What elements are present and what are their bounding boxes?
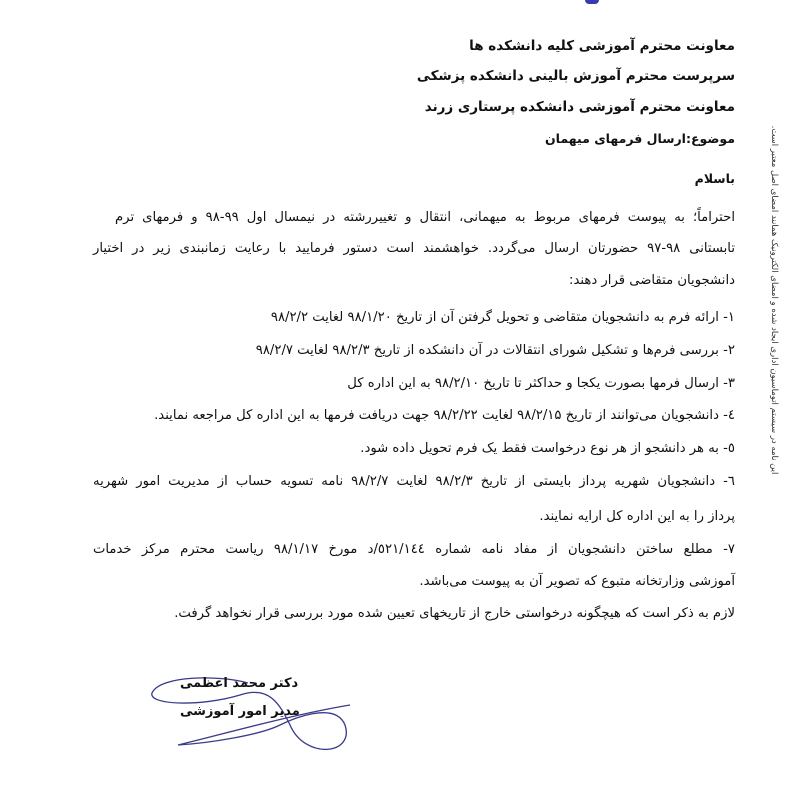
list-item-7: ۷- مطلع ساختن دانشجویان از مفاد نامه شماره ٥۲۱/۱٤٤/د مورخ ۹۸/۱/۱۷ ریاست محترم مرکز خدمات [93, 542, 736, 557]
body-line-3: دانشجویان متقاضی قرار دهند: [569, 273, 735, 288]
list-item-4: ٤- دانشجویان می‌توانند از تاریخ ۹۸/۲/۱۵ لغایت ۹۸/۲/۲۲ جهت دریافت فرمها به این اداره کل مراجعه نمایند. [154, 408, 735, 423]
greeting: باسلام [694, 171, 735, 186]
closing-note: لازم به ذکر است که هیچگونه درخواستی خارج از تاریخهای تعیین شده مورد بررسی قرار نخواهد گرفت. [174, 606, 735, 621]
recipient-3: معاونت محترم آموزشی دانشکده پرستاری زرند [424, 99, 735, 115]
electronic-signature-note [766, 125, 782, 475]
subject-line: موضوع:ارسال فرمهای میهمان [545, 131, 735, 146]
letterhead-mark [585, 0, 599, 4]
signer-name: دکتر محمد اعظمی [180, 676, 299, 691]
list-item-7-cont: آموزشی وزارتخانه متبوع که تصویر آن به پیوست می‌باشد. [419, 574, 735, 589]
side-note-text: این نامه در سیستم اتوماسیون اداری ایجاد شده و امضای الکترونیک همانند امضای اصل معتبر است. [769, 125, 779, 475]
list-item-1: ۱- ارائه فرم به دانشجویان متقاضی و تحویل گرفتن آن از تاریخ ۹۸/۱/۲۰ لغایت ۹۸/۲/۲ [270, 310, 735, 325]
body-line-1: احتراماً؛ به پیوست فرمهای مربوط به میهمانی، انتقال و تغییررشته در نیمسال اول ۹۹-۹۸ و فرمهای ترم [115, 210, 735, 225]
list-item-3: ۳- ارسال فرمها بصورت یکجا و حداکثر تا تاریخ ۹۸/۲/۱۰ به این اداره کل [347, 376, 735, 391]
list-item-6: ٦- دانشجویان شهریه پرداز بایستی از تاریخ ۹۸/۲/۳ لغایت ۹۸/۲/۷ نامه تسویه حساب از مدیریت امور شهریه [93, 474, 735, 489]
list-item-5: ٥- به هر دانشجو از هر نوع درخواست فقط یک فرم تحویل داده شود. [360, 441, 735, 456]
signer-title: مدیر امور آموزشی [180, 704, 300, 719]
recipient-1: معاونت محترم آموزشی کلیه دانشکده ها [469, 38, 735, 54]
body-line-2: تابستانی ۹۸-۹۷ حضورتان ارسال می‌گردد. خواهشمند است دستور فرمایید با رعایت زمانبندی زیر در اختیار [93, 241, 735, 256]
recipient-2: سرپرست محترم آموزش بالینی دانشکده پزشکی [416, 68, 735, 84]
list-item-2: ۲- بررسی فرم‌ها و تشکیل شورای انتقالات در آن دانشکده از تاریخ ۹۸/۲/۳ لغایت ۹۸/۲/۷ [255, 343, 735, 358]
list-item-6-cont: پرداز را به این اداره کل ارایه نمایند. [539, 509, 735, 524]
